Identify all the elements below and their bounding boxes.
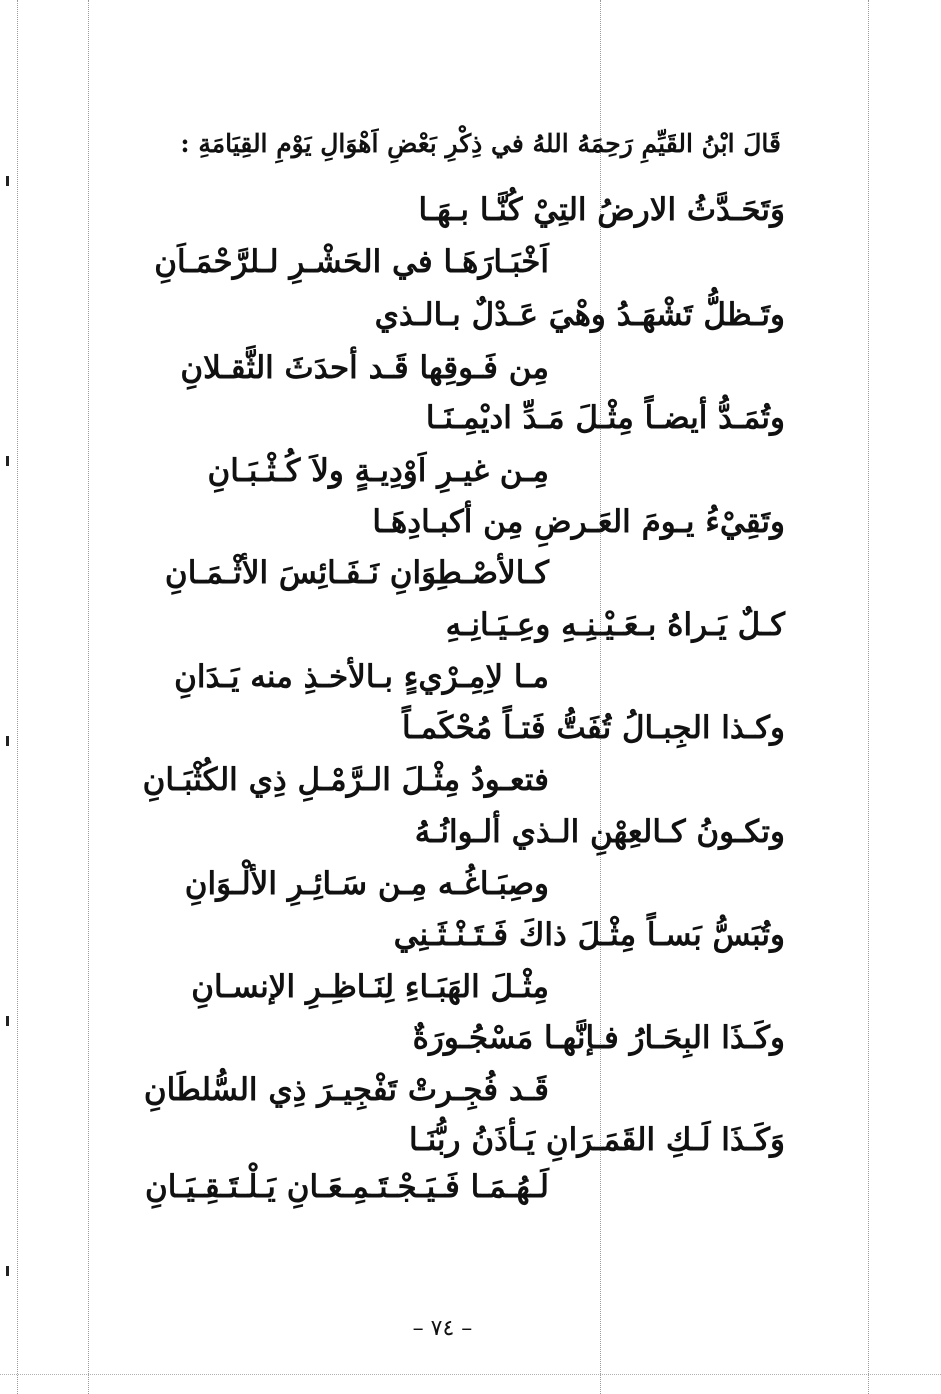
verse-8-first: وتُبَسُّ بَسـاً مِثْـلَ ذاكَ فَـتَـنْـثَـنِي xyxy=(393,917,785,953)
bottom-guide-line xyxy=(0,1374,941,1375)
verse-7-second: وصِبَـاغُـه مِـن سَـائِـرِ الألْـوَانِ xyxy=(184,866,549,902)
inner-margin-line xyxy=(88,0,89,1394)
verse-7-first: وتكـونُ كـالعِهْنِ الـذي ألـوانُـهُ xyxy=(414,814,785,850)
scan-mark xyxy=(6,456,9,466)
scan-mark xyxy=(6,1016,9,1026)
scan-mark xyxy=(6,176,9,186)
right-margin-line xyxy=(868,0,869,1394)
verse-6-first: وكـذا الجِبـالُ تُفَتُّ فَتـاً مُحْكَمـاً xyxy=(402,710,785,746)
left-margin-line xyxy=(17,0,18,1394)
verse-3-second: مِـن غيـرِ اَوْدِيـةٍ ولاَ كُـثْـبَـانِ xyxy=(207,453,549,489)
verse-4-first: وتَقِيْءُ يـومَ العَـرضِ مِن أكبـادِهَـا xyxy=(372,504,785,540)
scan-mark xyxy=(6,1266,9,1276)
verse-10-second: لَـهُـمَـا فَـيَـجْـتَـمِـعَـانِ يَـلْـتَـقِـيَـانِ xyxy=(145,1169,549,1205)
heading: قَالَ ابْنُ القَيِّمِ رَحِمَهُ اللهُ في ذِكْرِ بَعْضِ اَهْوَالِ يَوْمِ القِيَامَةِ : xyxy=(180,129,781,158)
verse-5-first: كـلٌ يَـراهُ بـعَـيْـنِـهِ وعِـيَـانِـهِ xyxy=(445,607,785,643)
verse-1-second: اَخْبَـارَهَـا في الحَشْـرِ لـلرَّحْمَـاَنِ xyxy=(154,244,549,280)
verse-10-first: وَكَـذَا لَـكِ القَمَـرَانِ يَـأذَنُ ربُّنَـا xyxy=(409,1122,785,1158)
verse-2-first: وتَـظلُّ تَشْهَـدُ وهْيَ عَـدْلٌ بـالـذي xyxy=(374,297,785,333)
scan-mark xyxy=(6,736,9,746)
verse-5-second: مـا لاِمِـرْيءٍ بـالأخـذِ منه يَـدَانِ xyxy=(174,659,549,695)
page-number: – ٧٤ – xyxy=(412,1316,473,1341)
verse-2-second: مِن فَـوقِها قَـد أحدَثَ الثَّقـلانِ xyxy=(180,350,549,386)
verse-9-first: وكَـذَا البِحَـارُ فـإنَّهـا مَسْجُـورَةٌ xyxy=(412,1020,785,1056)
verse-6-second: فتعـودُ مِثْـلَ الـرَّمْـلِ ذِي الكُثْبَـانِ xyxy=(142,762,549,798)
verse-8-second: مِثْـلَ الهَبَـاءِ لِنَـاظِـرِ الإنسـانِ xyxy=(191,969,549,1005)
verse-1-first: وَتَحَـدَّثُ الارضُ التِيْ كُنَّـا بـهَـا xyxy=(418,192,785,228)
verse-9-second: قَـد فُجِـرتْ تَفْجِيـرَ ذِي السُّلطَانِ xyxy=(143,1072,549,1108)
verse-4-second: كـالأصْـطِوَانِ نَـفَـائِسَ الأثْـمَـانِ xyxy=(164,555,549,591)
verse-3-first: وتُمَـدُّ أيضـاً مِثْـلَ مَـدِّ اديْمِـنَـا xyxy=(425,400,785,436)
